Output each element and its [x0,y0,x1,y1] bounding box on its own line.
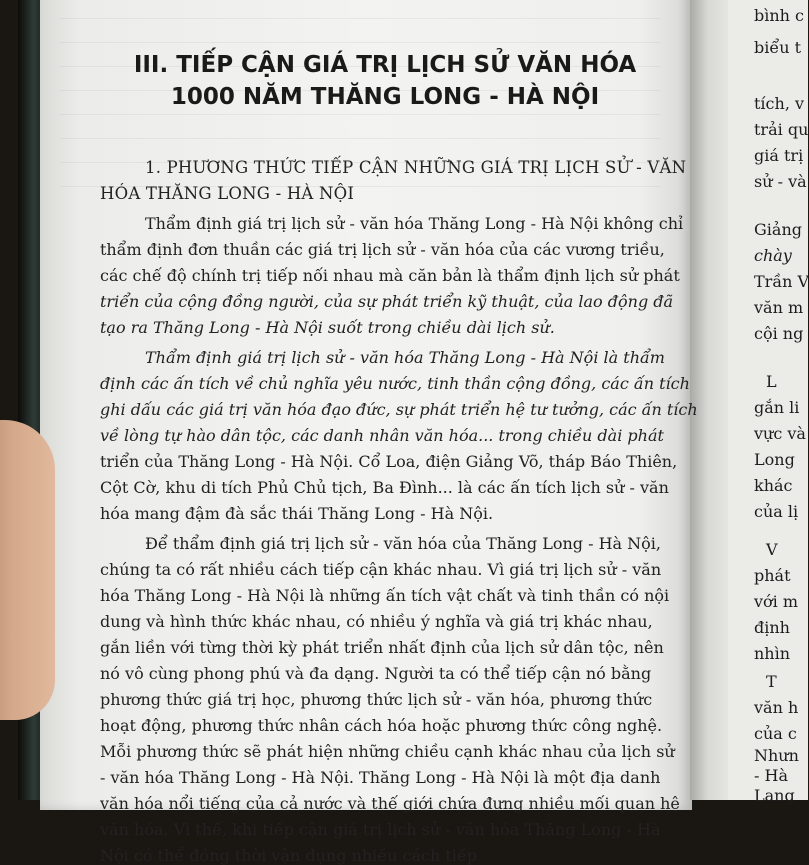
paragraph-3-line: - văn hóa Thăng Long - Hà Nội. Thăng Long - Hà Nội là một địa danh [100,768,661,787]
paragraph-3-line: văn hóa. Vì thế, khi tiếp cận giá trị lịch sử - văn hóa Thăng Long - Hà [100,820,661,839]
paragraph-2-line: định các ấn tích về chủ nghĩa yêu nước, tinh thần cộng đồng, các ấn tích [100,374,690,393]
thumb [0,420,55,720]
right-page-line: bình c [754,6,805,25]
right-page-line: của c [754,724,797,743]
right-page-line: Nhưn [754,746,799,765]
paragraph-3-line: phương thức giá trị học, phương thức lịch sử - văn hóa, phương thức [100,690,653,709]
right-page-line: cội ng [754,324,804,343]
right-page-line: của lị [754,502,799,521]
paragraph-3-line: Để thẩm định giá trị lịch sử - văn hóa của Thăng Long - Hà Nội, [145,534,662,553]
right-page-line: sử - và [754,172,807,191]
right-page-line: T [766,672,777,691]
paragraph-3-line: Nội có thể đồng thời vận dụng nhiều cách tiếp [100,846,478,865]
right-page-line: Trần V [754,272,809,291]
paragraph-2-line: triển của Thăng Long - Hà Nội. Cổ Loa, điện Giảng Võ, tháp Báo Thiên, [100,452,678,471]
paragraph-3-line: dung và hình thức khác nhau, có nhiều ý nghĩa và giá trị khác nhau, [100,612,653,631]
right-page-line: tích, v [754,94,805,113]
paragraph-2-line: về lòng tự hào dân tộc, các danh nhân văn hóa... trong chiều dài phát [100,426,664,445]
right-page-line: gắn li [754,398,800,417]
right-page-line: trải qu [754,120,809,139]
paragraph-1-line: thẩm định đơn thuần các giá trị lịch sử - văn hóa của các vương triều, [100,240,665,259]
right-page-line: văn h [754,698,799,717]
right-page-line: định [754,618,790,637]
right-page-line: Long [754,450,795,469]
right-page-line: vực và [754,424,806,443]
paragraph-2-line: hóa mang đậm đà sắc thái Thăng Long - Hà Nội. [100,504,494,523]
right-page-line: chày [754,246,792,265]
right-page [728,0,809,805]
section-heading-line-1: III. TIẾP CẬN GIÁ TRỊ LỊCH SỬ VĂN HÓA [133,52,637,78]
right-page-line: với m [754,592,799,611]
paragraph-3-line: nó vô cùng phong phú và đa dạng. Người ta có thể tiếp cận nó bằng [100,664,652,683]
right-page-line: giá trị [754,146,804,165]
paragraph-1-line: các chế độ chính trị tiếp nối nhau mà căn bản là thẩm định lịch sử phát [100,266,680,285]
right-page-line: phát [754,566,791,585]
right-page-line: văn m [754,298,804,317]
right-page-line: khác [754,476,793,495]
paragraph-3-line: hóa Thăng Long - Hà Nội là những ấn tích vật chất và tinh thần có nội [100,586,670,605]
paragraph-3-line: Mỗi phương thức sẽ phát hiện những chiều cạnh khác nhau của lịch sử [100,742,675,761]
section-heading-line-2: 1000 NĂM THĂNG LONG - HÀ NỘI [170,84,600,110]
paragraph-2-line: ghi dấu các giá trị văn hóa đạo đức, sự phát triển hệ tư tưởng, các ấn tích [100,400,698,419]
paragraph-1-line: Thẩm định giá trị lịch sử - văn hóa Thăng Long - Hà Nội không chỉ [145,214,684,233]
paragraph-3-line: gắn liền với từng thời kỳ phát triển nhất định của lịch sử dân tộc, nên [100,638,664,657]
paragraph-2-line: Thẩm định giá trị lịch sử - văn hóa Thăng Long - Hà Nội là thẩm [145,348,665,367]
right-page-line: - Hà [754,766,788,785]
paragraph-3-line: hoạt động, phương thức nhân cách hóa hoặc phương thức công nghệ. [100,716,663,735]
right-page-line: Giảng [754,220,802,239]
paragraph-3-line: chúng ta có rất nhiều cách tiếp cận khác nhau. Vì giá trị lịch sử - văn [100,560,662,579]
paragraph-1-line: tạo ra Thăng Long - Hà Nội suốt trong chiều dài lịch sử. [100,318,555,337]
right-page-line: nhìn [754,644,791,663]
right-page-line: L [766,372,777,391]
paragraph-2-line: Cột Cờ, khu di tích Phủ Chủ tịch, Ba Đình... là các ấn tích lịch sử - văn [100,478,669,497]
paragraph-3-line: văn hóa nổi tiếng của cả nước và thế giới chứa đựng nhiều mối quan hệ [100,794,680,813]
right-page-line: biểu t [754,38,802,57]
subsection-heading-line-2: HÓA THĂNG LONG - HÀ NỘI [100,184,355,203]
subsection-heading-line-1: 1. PHƯƠNG THỨC TIẾP CẬN NHỮNG GIÁ TRỊ LỊCH SỬ - VĂN [145,158,687,177]
right-page-line: V [766,540,778,559]
paragraph-1-line: triển của cộng đồng người, của sự phát triển kỹ thuật, của lao động đã [100,292,674,311]
right-page-line: Lang [754,786,795,805]
